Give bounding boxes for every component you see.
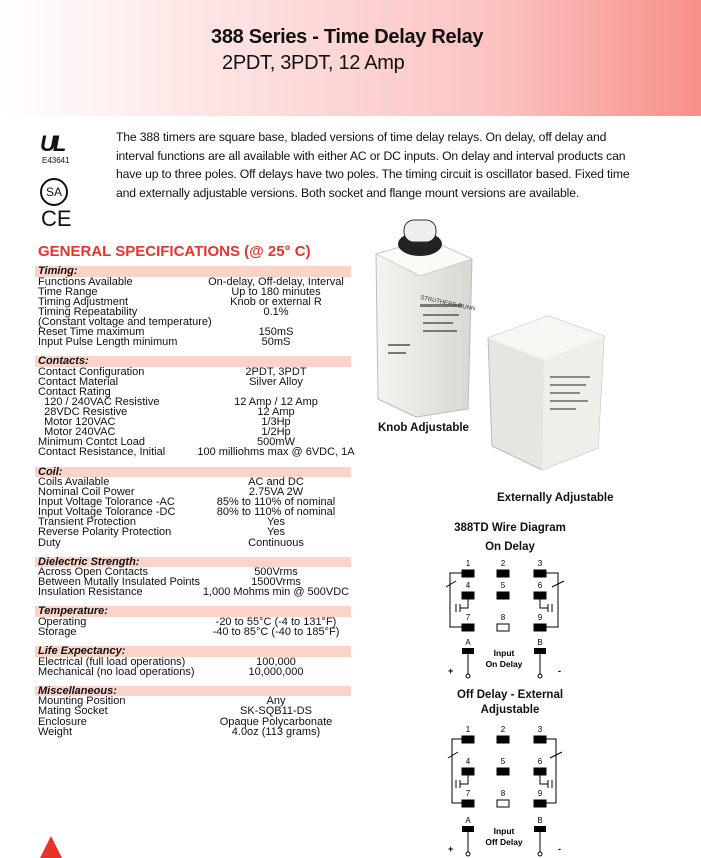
spec-label: Contact Resistance, Initial bbox=[38, 446, 166, 459]
spec-label: Operating bbox=[38, 615, 87, 628]
mode-label: Off Delay bbox=[485, 837, 523, 847]
spec-section bbox=[35, 557, 365, 598]
spec-label: 28VDC Resistive bbox=[38, 406, 128, 419]
spec-label: Timing Adjustment bbox=[38, 295, 129, 308]
mode-label: On Delay bbox=[485, 659, 523, 669]
plus-sign: + bbox=[448, 844, 454, 854]
pin-number: 7 bbox=[465, 613, 471, 622]
spec-value: 1/2Hp bbox=[261, 426, 291, 439]
nc-contact-left bbox=[448, 752, 458, 758]
pin-number: 4 bbox=[465, 581, 471, 590]
pin-number: 3 bbox=[537, 725, 543, 734]
spec-label: Insulation Resistance bbox=[38, 586, 143, 599]
spec-label: Functions Available bbox=[38, 275, 133, 288]
spec-row bbox=[35, 337, 365, 347]
spec-value: Continuous bbox=[248, 536, 304, 549]
input-label: Input bbox=[493, 648, 515, 658]
spec-section bbox=[35, 686, 365, 737]
ul-logo: UL bbox=[40, 131, 64, 156]
pin-terminal bbox=[462, 592, 474, 599]
spec-value: 2.75VA 2W bbox=[248, 486, 304, 499]
pin-number: 2 bbox=[500, 559, 506, 568]
pin-number: 9 bbox=[537, 613, 543, 622]
spec-label: Contact Material bbox=[38, 375, 119, 388]
spec-value: 50mS bbox=[261, 336, 291, 349]
spec-value: 4.0oz (113 grams) bbox=[231, 725, 321, 738]
spec-row bbox=[35, 538, 365, 548]
intro-paragraph: The 388 timers are square base, bladed versions of time delay relays. On delay, off delay and interval functions are all available with either AC or DC inputs. On delay and interval products can have up to three poles. Off delays have two poles. The timing circuit is oscillator based. Fixed time and externally adjustable versions. Both socket and flange mount versions are available. bbox=[116, 130, 630, 200]
input-label: Input bbox=[493, 826, 515, 836]
ce-logo: CE bbox=[41, 206, 72, 231]
pin-terminal bbox=[534, 800, 546, 807]
spec-value: 2PDT, 3PDT bbox=[245, 365, 307, 378]
pin-terminal bbox=[497, 570, 509, 577]
pin-terminal bbox=[497, 736, 509, 743]
spec-label: Nominal Coil Power bbox=[38, 486, 135, 499]
pin-number: 1 bbox=[465, 725, 471, 734]
spec-label: Across Open Contacts bbox=[38, 566, 149, 579]
pin-terminal bbox=[462, 736, 474, 743]
spec-label: Time Range bbox=[38, 285, 98, 298]
spec-row bbox=[35, 667, 365, 677]
spec-label: Reset Time maximum bbox=[38, 325, 145, 338]
pin-number: 8 bbox=[500, 789, 506, 798]
on-delay-title: On Delay bbox=[485, 541, 535, 553]
spec-section bbox=[35, 646, 365, 677]
spec-section bbox=[35, 467, 365, 548]
spec-value: 10,000,000 bbox=[248, 665, 304, 678]
spec-value: 100,000 bbox=[256, 655, 296, 668]
pin-terminal bbox=[462, 800, 474, 807]
off-delay-wire-diagram bbox=[430, 722, 590, 858]
spec-value: -40 to 85°C (-40 to 185°F) bbox=[212, 626, 340, 639]
right-pole-wire bbox=[546, 739, 556, 803]
spec-value: Up to 180 minutes bbox=[231, 285, 321, 298]
spec-value: 100 milliohms max @ 6VDC, 1A bbox=[197, 446, 355, 459]
spec-value: 12 Amp / 12 Amp bbox=[234, 395, 318, 408]
spec-label: Contact Rating bbox=[38, 385, 111, 398]
spec-label: Weight bbox=[38, 725, 73, 738]
page-subtitle: 2PDT, 3PDT, 12 Amp bbox=[222, 52, 405, 74]
spec-section-header: Life Expectancy: bbox=[35, 646, 351, 657]
spec-label: Coils Available bbox=[38, 476, 110, 488]
spec-value: 85% to 110% of nominal bbox=[216, 496, 336, 509]
spec-value: 150mS bbox=[258, 325, 294, 338]
pin-terminal bbox=[497, 800, 509, 807]
no-contact-left bbox=[456, 599, 468, 612]
csa-logo: SA bbox=[40, 178, 68, 206]
spec-section-header: Coil: bbox=[35, 467, 351, 478]
spec-value: On-delay, Off-delay, Interval bbox=[208, 275, 344, 288]
spec-section bbox=[35, 356, 365, 457]
spec-row bbox=[35, 587, 365, 597]
spec-label: (Constant voltage and temperature) bbox=[38, 315, 212, 328]
pin-number: 1 bbox=[465, 559, 471, 568]
input-lead-end bbox=[538, 674, 542, 678]
spec-label: Mechanical (no load operations) bbox=[38, 665, 195, 678]
spec-section-header: Dielectric Strength: bbox=[35, 557, 351, 568]
spec-label: Input Voltage Tolorance -DC bbox=[38, 506, 176, 519]
pin-number: 4 bbox=[465, 757, 471, 766]
spec-label: Input Voltage Tolorance -AC bbox=[38, 496, 175, 509]
spec-section bbox=[35, 606, 365, 637]
spec-label: Reverse Polarity Protection bbox=[38, 526, 172, 539]
pin-number: 5 bbox=[500, 581, 506, 590]
spec-value: 500mW bbox=[257, 436, 295, 449]
spec-label: Electrical (full load operations) bbox=[38, 655, 186, 668]
diagram-heading: 388TD Wire Diagram bbox=[454, 522, 566, 534]
input-terminal bbox=[462, 648, 474, 654]
spec-section bbox=[35, 266, 365, 347]
off-delay-title-2: Adjustable bbox=[480, 704, 540, 716]
spec-value: 12 Amp bbox=[257, 406, 295, 419]
spec-label: Duty bbox=[38, 536, 61, 549]
spec-value: Opaque Polycarbonate bbox=[219, 715, 333, 728]
specs-table bbox=[35, 266, 365, 746]
input-terminal-label: A bbox=[465, 638, 471, 647]
pin-terminal bbox=[462, 570, 474, 577]
spec-value: SK-SQB11-DS bbox=[240, 705, 312, 718]
spec-value: 80% to 110% of nominal bbox=[216, 506, 336, 519]
knob-relay-photo bbox=[368, 214, 478, 419]
pin-terminal bbox=[497, 592, 509, 599]
input-lead-end bbox=[466, 674, 470, 678]
spec-value: AC and DC bbox=[248, 476, 304, 488]
spec-label: Enclosure bbox=[38, 715, 87, 728]
right-pole-wire bbox=[546, 573, 558, 627]
red-triangle-marker bbox=[40, 836, 62, 858]
page-title: 388 Series - Time Delay Relay bbox=[211, 26, 484, 48]
spec-value: Yes bbox=[267, 526, 285, 539]
specs-title: GENERAL SPECIFICATIONS (@ 25° C) bbox=[38, 243, 311, 260]
pin-number: 5 bbox=[500, 757, 506, 766]
spec-section-header: Temperature: bbox=[35, 606, 351, 617]
spec-label: Transient Protection bbox=[38, 516, 137, 529]
spec-value: 1,000 Mohms min @ 500VDC bbox=[202, 586, 350, 599]
spec-value: 0.1% bbox=[263, 305, 289, 318]
spec-label: Mating Socket bbox=[38, 705, 108, 718]
spec-row bbox=[35, 727, 365, 737]
knob-caption: Knob Adjustable bbox=[378, 422, 469, 434]
input-terminal-label: B bbox=[537, 638, 543, 647]
spec-label: Timing Repeatability bbox=[38, 305, 138, 318]
spec-row bbox=[35, 527, 365, 537]
external-relay-photo bbox=[478, 298, 608, 478]
spec-label: Contact Configuration bbox=[38, 365, 145, 378]
pin-terminal bbox=[462, 624, 474, 631]
pin-number: 8 bbox=[500, 613, 506, 622]
plus-sign: + bbox=[448, 666, 454, 676]
input-terminal bbox=[534, 648, 546, 654]
spec-section-header: Contacts: bbox=[35, 356, 351, 367]
left-pole-wire bbox=[452, 739, 462, 803]
spec-label: 120 / 240VAC Resistive bbox=[38, 395, 160, 408]
ul-number: E43641 bbox=[42, 156, 70, 165]
spec-value: 500Vrms bbox=[254, 566, 298, 579]
no-contact-right bbox=[540, 775, 552, 788]
input-terminal bbox=[462, 826, 474, 832]
spec-value: Yes bbox=[267, 516, 285, 529]
pin-number: 6 bbox=[537, 757, 543, 766]
input-terminal-label: B bbox=[537, 816, 543, 825]
no-contact-left bbox=[456, 775, 468, 788]
nc-contact-left bbox=[446, 581, 456, 587]
spec-label: Motor 240VAC bbox=[38, 426, 116, 439]
on-delay-wire-diagram bbox=[430, 558, 590, 683]
pin-terminal bbox=[534, 768, 546, 775]
input-terminal-label: A bbox=[465, 816, 471, 825]
pin-number: 3 bbox=[537, 559, 543, 568]
off-delay-title: Off Delay - External bbox=[456, 689, 564, 701]
minus-sign: - bbox=[558, 844, 561, 854]
spec-value: Silver Alloy bbox=[249, 375, 303, 388]
spec-row bbox=[35, 706, 365, 716]
input-terminal bbox=[534, 826, 546, 832]
no-contact-right bbox=[540, 599, 552, 612]
pin-terminal bbox=[534, 624, 546, 631]
spec-label: Between Mutally Insulated Points bbox=[38, 576, 201, 589]
spec-label: Motor 120VAC bbox=[38, 416, 116, 429]
spec-value: Knob or external R bbox=[230, 295, 322, 308]
spec-label: Mounting Position bbox=[38, 695, 126, 708]
spec-value: -20 to 55°C (-4 to 131°F) bbox=[215, 615, 337, 628]
pin-terminal bbox=[497, 624, 509, 631]
spec-value: Any bbox=[266, 695, 286, 708]
pin-number: 9 bbox=[537, 789, 543, 798]
spec-label: Minimum Contct Load bbox=[38, 436, 145, 449]
spec-row bbox=[35, 627, 365, 637]
pin-number: 6 bbox=[537, 581, 543, 590]
pin-terminal bbox=[497, 768, 509, 775]
pin-terminal bbox=[534, 570, 546, 577]
pin-number: 2 bbox=[500, 725, 506, 734]
input-lead-end bbox=[466, 852, 470, 856]
spec-value: 1/3Hp bbox=[261, 416, 291, 429]
pin-terminal bbox=[462, 768, 474, 775]
pin-terminal bbox=[534, 736, 546, 743]
minus-sign: - bbox=[558, 666, 561, 676]
spec-section-header: Timing: bbox=[35, 266, 351, 277]
spec-label: Storage bbox=[38, 626, 77, 639]
brand-label: STRUTHERS-DUNN bbox=[419, 295, 476, 313]
pin-terminal bbox=[534, 592, 546, 599]
input-lead-end bbox=[538, 852, 542, 856]
spec-value: 1500Vrms bbox=[251, 576, 301, 589]
spec-section-header: Miscellaneous: bbox=[35, 686, 351, 697]
pin-number: 7 bbox=[465, 789, 471, 798]
external-caption: Externally Adjustable bbox=[497, 492, 614, 504]
spec-row bbox=[35, 447, 365, 457]
spec-label: Input Pulse Length minimum bbox=[38, 336, 178, 349]
